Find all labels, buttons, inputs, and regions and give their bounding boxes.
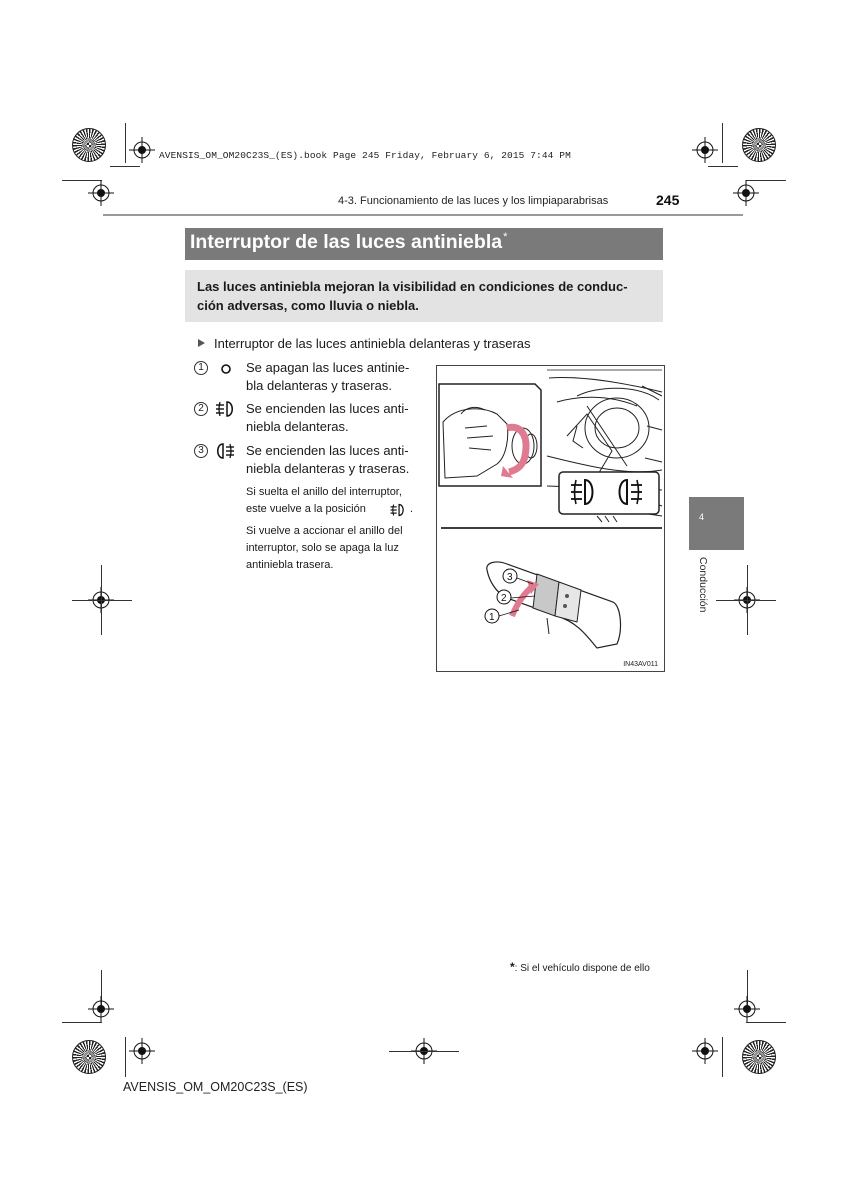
crop-mark <box>722 1037 723 1077</box>
book-info-line: AVENSIS_OM_OM20C23S_(ES).book Page 245 Friday, February 6, 2015 7:44 PM <box>159 150 571 161</box>
registration-mark-icon <box>88 180 114 206</box>
intro-box <box>185 270 663 322</box>
item-number: 1 <box>194 361 208 375</box>
registration-mark-icon <box>733 180 759 206</box>
registration-mark-icon <box>692 137 718 163</box>
crop-mark <box>125 1037 126 1077</box>
note-line: Si suelta el anillo del interruptor, <box>246 486 402 498</box>
crop-mark <box>722 123 723 163</box>
color-bar-rosette <box>72 1040 106 1074</box>
section-title <box>190 231 507 254</box>
item-text-line: niebla delanteras y traseras. <box>246 461 410 476</box>
item-text-line: Se encienden las luces anti- <box>246 443 409 458</box>
footnote <box>510 960 650 974</box>
note-line: antiniebla trasera. <box>246 559 334 571</box>
off-circle-icon <box>219 362 233 376</box>
item-text-line: bla delanteras y traseras. <box>246 378 392 393</box>
front-fog-light-icon <box>213 400 237 418</box>
rear-fog-light-icon <box>213 442 237 460</box>
illustration-figure <box>436 365 665 672</box>
crop-mark <box>746 1022 786 1023</box>
note-period: . <box>410 503 414 515</box>
crop-mark <box>708 166 738 167</box>
intro-line-2: ción adversas, como lluvia o niebla. <box>197 298 419 313</box>
section-title-bar <box>185 228 663 260</box>
note-line: este vuelve a la posición <box>246 503 366 515</box>
color-bar-rosette <box>742 128 776 162</box>
registration-mark-icon <box>129 1038 155 1064</box>
registration-mark-icon <box>692 1038 718 1064</box>
title-asterisk: * <box>503 231 508 243</box>
chapter-number: 4 <box>699 512 705 522</box>
note-line: Si vuelve a accionar el anillo del <box>246 525 403 537</box>
registration-mark-icon <box>129 137 155 163</box>
crop-mark <box>389 1051 459 1052</box>
crop-mark <box>110 166 140 167</box>
title-text: Interruptor de las luces antiniebla <box>190 231 503 253</box>
figure-callout: 2 <box>501 593 507 604</box>
crop-mark <box>125 123 126 163</box>
note-line: interruptor, solo se apaga la luz <box>246 542 399 554</box>
footnote-text: : Si el vehículo dispone de ello <box>514 963 650 974</box>
footer-code: AVENSIS_OM_OM20C23S_(ES) <box>123 1080 308 1094</box>
crop-mark <box>716 600 776 601</box>
front-fog-light-icon <box>388 503 407 517</box>
item-text-line: Se encienden las luces anti- <box>246 401 409 416</box>
page-number: 245 <box>656 192 680 208</box>
bullet-arrow-icon <box>198 339 205 347</box>
chapter-label: Conducción <box>697 557 709 613</box>
registration-mark-icon <box>734 996 760 1022</box>
registration-mark-icon <box>88 996 114 1022</box>
item-number: 2 <box>194 402 208 416</box>
footnote-asterisk: * <box>510 960 515 974</box>
header-rule <box>103 214 743 216</box>
crop-mark <box>62 1022 102 1023</box>
color-bar-rosette <box>742 1040 776 1074</box>
figure-callout: 3 <box>507 572 513 583</box>
figure-code: IN43AV011 <box>623 661 658 668</box>
chapter-tab <box>689 497 744 550</box>
item-number: 3 <box>194 444 208 458</box>
item-text-line: Se apagan las luces antinie- <box>246 360 410 375</box>
subheading: Interruptor de las luces antiniebla delanteras y traseras <box>214 336 531 351</box>
figure-callout: 1 <box>489 612 495 623</box>
color-bar-rosette <box>72 128 106 162</box>
item-text-line: niebla delanteras. <box>246 419 349 434</box>
crop-mark <box>72 600 132 601</box>
intro-line-1: Las luces antiniebla mejoran la visibilidad en condiciones de conduc- <box>197 279 628 294</box>
fog-light-switch-illustration <box>437 366 666 673</box>
running-header: 4-3. Funcionamiento de las luces y los limpiaparabrisas <box>338 195 609 207</box>
